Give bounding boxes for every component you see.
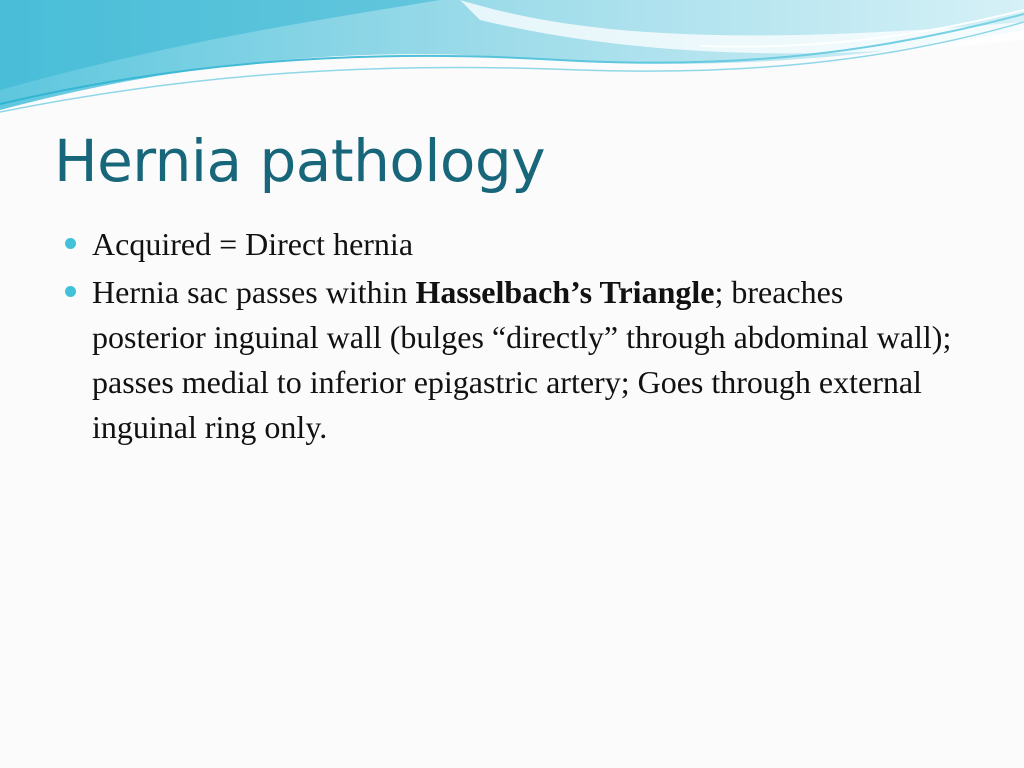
bullet-dot-icon: [65, 238, 76, 249]
bullet-text-prefix: Hernia sac passes within: [92, 274, 416, 310]
bullet-text: Acquired = Direct hernia: [92, 226, 414, 262]
header-wave-decoration: [0, 0, 1024, 120]
bullet-list: [64, 222, 964, 453]
bullet-text-suffix: ; breaches posterior inguinal wall (bulges “directly” through abdominal wall); passes medial to inferior epigastric artery; Goes through external inguinal ring only.: [92, 274, 952, 445]
bullet-dot-icon: [65, 286, 76, 297]
bullet-text-bold: Hasselbach’s Triangle: [415, 274, 715, 310]
bullet-item: [64, 270, 964, 450]
bullet-item: [64, 222, 964, 267]
slide-title: Hernia pathology: [54, 127, 546, 195]
